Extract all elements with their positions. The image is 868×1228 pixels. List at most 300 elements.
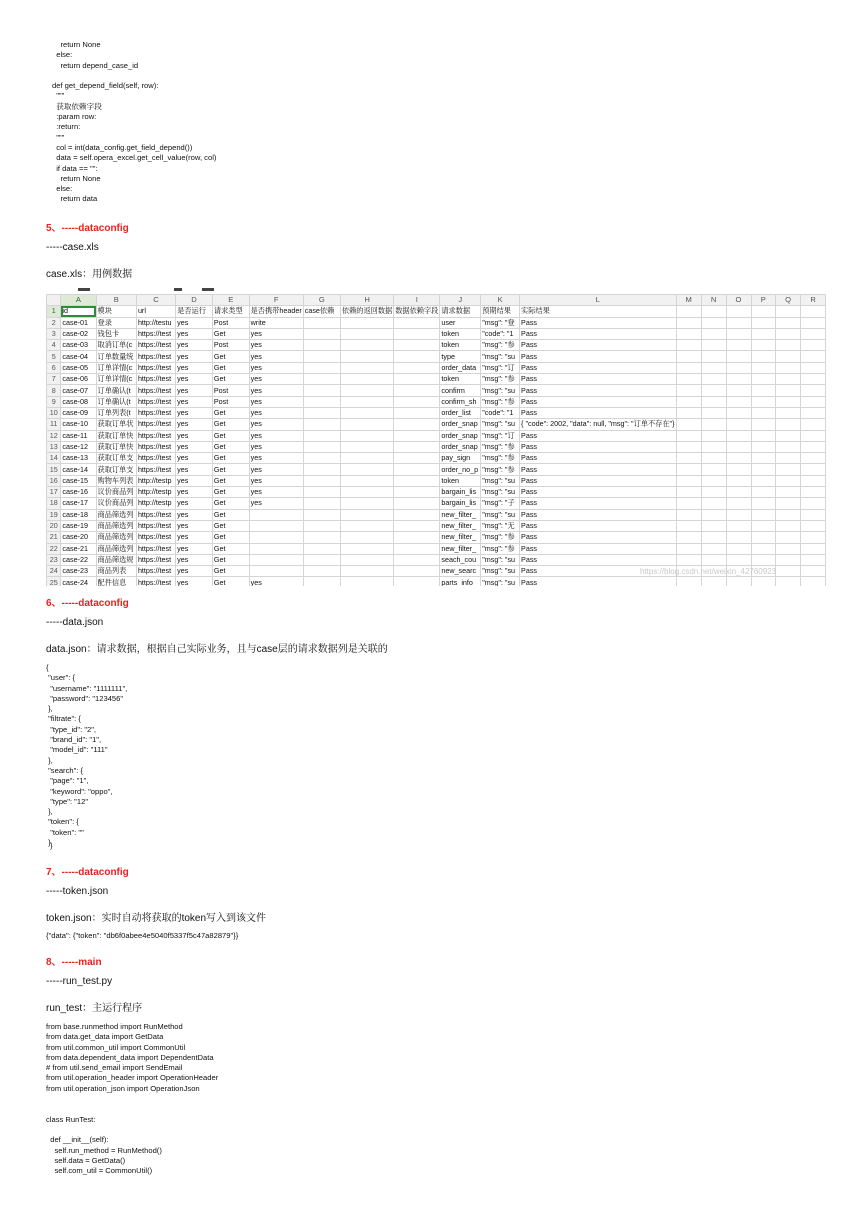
row-number[interactable]: 9	[47, 396, 61, 407]
cell-l3[interactable]: Pass	[520, 328, 676, 339]
cell-b11[interactable]: 获取订单状	[96, 419, 136, 430]
cell-e12[interactable]: Get	[212, 430, 249, 441]
column-header-m[interactable]: M	[676, 295, 701, 306]
cell-e1[interactable]: 请求类型	[212, 306, 249, 317]
cell-r21[interactable]	[801, 532, 826, 543]
cell-a16[interactable]: case-15	[61, 475, 96, 486]
column-header-q[interactable]: Q	[776, 295, 801, 306]
cell-n2[interactable]	[701, 317, 726, 328]
cell-j15[interactable]: order_no_p	[440, 464, 481, 475]
cell-o12[interactable]	[726, 430, 751, 441]
cell-h20[interactable]	[340, 520, 393, 531]
cell-a13[interactable]: case-12	[61, 441, 96, 452]
cell-i14[interactable]	[394, 453, 440, 464]
cell-g19[interactable]	[303, 509, 340, 520]
cell-o1[interactable]	[726, 306, 751, 317]
cell-l13[interactable]: Pass	[520, 441, 676, 452]
cell-m4[interactable]	[676, 340, 701, 351]
cell-o23[interactable]	[726, 554, 751, 565]
cell-n25[interactable]	[701, 577, 726, 586]
row-number[interactable]: 13	[47, 441, 61, 452]
cell-r1[interactable]	[801, 306, 826, 317]
cell-j20[interactable]: new_filter_	[440, 520, 481, 531]
cell-e2[interactable]: Post	[212, 317, 249, 328]
cell-m12[interactable]	[676, 430, 701, 441]
cell-b19[interactable]: 商品筛选列	[96, 509, 136, 520]
cell-g25[interactable]	[303, 577, 340, 586]
cell-p17[interactable]	[751, 487, 776, 498]
cell-e17[interactable]: Get	[212, 487, 249, 498]
cell-p13[interactable]	[751, 441, 776, 452]
cell-a15[interactable]: case-14	[61, 464, 96, 475]
cell-n6[interactable]	[701, 362, 726, 373]
cell-a19[interactable]: case-18	[61, 509, 96, 520]
cell-e11[interactable]: Get	[212, 419, 249, 430]
cell-l1[interactable]: 实际结果	[520, 306, 676, 317]
cell-b22[interactable]: 商品筛选列	[96, 543, 136, 554]
cell-n23[interactable]	[701, 554, 726, 565]
cell-c14[interactable]: https://test	[136, 453, 175, 464]
cell-q21[interactable]	[776, 532, 801, 543]
cell-n7[interactable]	[701, 374, 726, 385]
cell-b25[interactable]: 配件信息	[96, 577, 136, 586]
cell-g5[interactable]	[303, 351, 340, 362]
cell-i21[interactable]	[394, 532, 440, 543]
cell-l12[interactable]: Pass	[520, 430, 676, 441]
cell-q6[interactable]	[776, 362, 801, 373]
cell-e3[interactable]: Get	[212, 328, 249, 339]
column-header-n[interactable]: N	[701, 295, 726, 306]
cell-j16[interactable]: token	[440, 475, 481, 486]
cell-d16[interactable]: yes	[176, 475, 213, 486]
cell-o14[interactable]	[726, 453, 751, 464]
cell-o8[interactable]	[726, 385, 751, 396]
cell-q14[interactable]	[776, 453, 801, 464]
cell-p8[interactable]	[751, 385, 776, 396]
cell-h25[interactable]	[340, 577, 393, 586]
cell-q24[interactable]	[776, 566, 801, 577]
cell-q8[interactable]	[776, 385, 801, 396]
cell-d17[interactable]: yes	[176, 487, 213, 498]
cell-r11[interactable]	[801, 419, 826, 430]
cell-b9[interactable]: 订单确认(t	[96, 396, 136, 407]
cell-c2[interactable]: http://testu	[136, 317, 175, 328]
cell-f16[interactable]: yes	[249, 475, 303, 486]
cell-c6[interactable]: https://test	[136, 362, 175, 373]
cell-i7[interactable]	[394, 374, 440, 385]
cell-d8[interactable]: yes	[176, 385, 213, 396]
cell-b14[interactable]: 获取订单支	[96, 453, 136, 464]
cell-m1[interactable]	[676, 306, 701, 317]
cell-m10[interactable]	[676, 407, 701, 418]
cell-n4[interactable]	[701, 340, 726, 351]
cell-f11[interactable]: yes	[249, 419, 303, 430]
cell-p15[interactable]	[751, 464, 776, 475]
column-header-o[interactable]: O	[726, 295, 751, 306]
cell-p23[interactable]	[751, 554, 776, 565]
cell-i5[interactable]	[394, 351, 440, 362]
cell-n10[interactable]	[701, 407, 726, 418]
row-number[interactable]: 15	[47, 464, 61, 475]
cell-n22[interactable]	[701, 543, 726, 554]
cell-j8[interactable]: confirm	[440, 385, 481, 396]
cell-r7[interactable]	[801, 374, 826, 385]
cell-e25[interactable]: Get	[212, 577, 249, 586]
cell-q5[interactable]	[776, 351, 801, 362]
cell-h3[interactable]	[340, 328, 393, 339]
cell-d18[interactable]: yes	[176, 498, 213, 509]
cell-k9[interactable]: "msg": "参	[481, 396, 520, 407]
row-number[interactable]: 8	[47, 385, 61, 396]
cell-h1[interactable]: 依赖的返回数据	[341, 306, 393, 316]
cell-g11[interactable]	[303, 419, 340, 430]
cell-l15[interactable]: Pass	[520, 464, 676, 475]
cell-q15[interactable]	[776, 464, 801, 475]
column-header-g[interactable]: G	[303, 295, 340, 306]
column-header-a[interactable]: A	[61, 295, 96, 306]
cell-k19[interactable]: "msg": "su	[481, 509, 520, 520]
cell-k3[interactable]: "code": "1	[481, 328, 520, 339]
cell-a18[interactable]: case-17	[61, 498, 96, 509]
cell-c12[interactable]: https://test	[136, 430, 175, 441]
cell-a9[interactable]: case-08	[61, 396, 96, 407]
cell-b2[interactable]: 登录	[96, 317, 136, 328]
cell-b3[interactable]: 钱包卡	[96, 328, 136, 339]
cell-f9[interactable]: yes	[249, 396, 303, 407]
cell-k23[interactable]: "msg": "su	[481, 554, 520, 565]
cell-q10[interactable]	[776, 407, 801, 418]
cell-d9[interactable]: yes	[176, 396, 213, 407]
cell-j25[interactable]: parts_info	[440, 577, 481, 586]
row-number[interactable]: 18	[47, 498, 61, 509]
cell-i24[interactable]	[394, 566, 440, 577]
cell-c3[interactable]: https://test	[136, 328, 175, 339]
cell-h8[interactable]	[340, 385, 393, 396]
cell-g8[interactable]	[303, 385, 340, 396]
cell-f6[interactable]: yes	[249, 362, 303, 373]
cell-o13[interactable]	[726, 441, 751, 452]
cell-o25[interactable]	[726, 577, 751, 586]
cell-r6[interactable]	[801, 362, 826, 373]
row-number[interactable]: 25	[47, 577, 61, 586]
cell-b15[interactable]: 获取订单支	[96, 464, 136, 475]
cell-o20[interactable]	[726, 520, 751, 531]
cell-k11[interactable]: "msg": "su	[481, 419, 520, 430]
cell-d5[interactable]: yes	[176, 351, 213, 362]
cell-k15[interactable]: "msg": "参	[481, 464, 520, 475]
column-header-i[interactable]: I	[394, 295, 440, 306]
cell-d13[interactable]: yes	[176, 441, 213, 452]
cell-k14[interactable]: "msg": "参	[481, 453, 520, 464]
cell-g4[interactable]	[303, 340, 340, 351]
cell-p14[interactable]	[751, 453, 776, 464]
row-number[interactable]: 23	[47, 554, 61, 565]
cell-r18[interactable]	[801, 498, 826, 509]
cell-a24[interactable]: case-23	[61, 566, 96, 577]
cell-j10[interactable]: order_list	[440, 407, 481, 418]
cell-g10[interactable]	[303, 407, 340, 418]
cell-q13[interactable]	[776, 441, 801, 452]
cell-o10[interactable]	[726, 407, 751, 418]
cell-p12[interactable]	[751, 430, 776, 441]
cell-f17[interactable]: yes	[249, 487, 303, 498]
row-number[interactable]: 3	[47, 328, 61, 339]
cell-b6[interactable]: 订单详情(c	[96, 362, 136, 373]
column-header-l[interactable]: L	[520, 295, 676, 306]
cell-b20[interactable]: 商品筛选列	[96, 520, 136, 531]
cell-c18[interactable]: http://testp	[136, 498, 175, 509]
cell-g20[interactable]	[303, 520, 340, 531]
cell-a25[interactable]: case-24	[61, 577, 96, 586]
cell-h16[interactable]	[340, 475, 393, 486]
cell-o18[interactable]	[726, 498, 751, 509]
cell-g13[interactable]	[303, 441, 340, 452]
cell-r14[interactable]	[801, 453, 826, 464]
cell-r24[interactable]	[801, 566, 826, 577]
cell-h19[interactable]	[340, 509, 393, 520]
cell-i8[interactable]	[394, 385, 440, 396]
cell-f4[interactable]: yes	[249, 340, 303, 351]
cell-r17[interactable]	[801, 487, 826, 498]
row-number[interactable]: 2	[47, 317, 61, 328]
cell-p19[interactable]	[751, 509, 776, 520]
column-header-f[interactable]: F	[249, 295, 303, 306]
cell-l5[interactable]: Pass	[520, 351, 676, 362]
cell-q19[interactable]	[776, 509, 801, 520]
cell-m9[interactable]	[676, 396, 701, 407]
cell-p20[interactable]	[751, 520, 776, 531]
cell-l18[interactable]: Pass	[520, 498, 676, 509]
cell-f7[interactable]: yes	[249, 374, 303, 385]
column-header-c[interactable]: C	[136, 295, 175, 306]
cell-e13[interactable]: Get	[212, 441, 249, 452]
cell-p7[interactable]	[751, 374, 776, 385]
cell-c7[interactable]: https://test	[136, 374, 175, 385]
cell-i13[interactable]	[394, 441, 440, 452]
cell-b10[interactable]: 订单列表(t	[96, 407, 136, 418]
cell-q11[interactable]	[776, 419, 801, 430]
cell-a20[interactable]: case-19	[61, 520, 96, 531]
cell-g22[interactable]	[303, 543, 340, 554]
cell-k17[interactable]: "msg": "su	[481, 487, 520, 498]
cell-d25[interactable]: yes	[176, 577, 213, 586]
cell-j11[interactable]: order_snap	[440, 419, 481, 430]
cell-c21[interactable]: https://test	[136, 532, 175, 543]
cell-c13[interactable]: https://test	[136, 441, 175, 452]
cell-g7[interactable]	[303, 374, 340, 385]
cell-b13[interactable]: 获取订单快	[96, 441, 136, 452]
cell-n8[interactable]	[701, 385, 726, 396]
cell-b1[interactable]: 模块	[96, 306, 136, 317]
cell-n16[interactable]	[701, 475, 726, 486]
cell-q7[interactable]	[776, 374, 801, 385]
row-number[interactable]: 20	[47, 520, 61, 531]
cell-i16[interactable]	[394, 475, 440, 486]
cell-b4[interactable]: 取消订单(c	[96, 340, 136, 351]
cell-c9[interactable]: https://test	[136, 396, 175, 407]
row-number[interactable]: 11	[47, 419, 61, 430]
cell-o6[interactable]	[726, 362, 751, 373]
cell-d15[interactable]: yes	[176, 464, 213, 475]
cell-f19[interactable]	[249, 509, 303, 520]
column-header-e[interactable]: E	[212, 295, 249, 306]
cell-o9[interactable]	[726, 396, 751, 407]
cell-m8[interactable]	[676, 385, 701, 396]
cell-o3[interactable]	[726, 328, 751, 339]
cell-r16[interactable]	[801, 475, 826, 486]
cell-g15[interactable]	[303, 464, 340, 475]
cell-r23[interactable]	[801, 554, 826, 565]
cell-a21[interactable]: case-20	[61, 532, 96, 543]
cell-b5[interactable]: 订单数量统	[96, 351, 136, 362]
cell-b16[interactable]: 购物车列表	[96, 475, 136, 486]
cell-l11[interactable]: { "code": 2002, "data": null, "msg": "订单不存在"}	[521, 419, 675, 429]
cell-d14[interactable]: yes	[176, 453, 213, 464]
cell-h9[interactable]	[340, 396, 393, 407]
cell-p18[interactable]	[751, 498, 776, 509]
cell-n13[interactable]	[701, 441, 726, 452]
cell-o19[interactable]	[726, 509, 751, 520]
cell-l6[interactable]: Pass	[520, 362, 676, 373]
cell-j19[interactable]: new_filter_	[440, 509, 481, 520]
cell-c23[interactable]: https://test	[136, 554, 175, 565]
row-number[interactable]: 6	[47, 362, 61, 373]
cell-i4[interactable]	[394, 340, 440, 351]
cell-q2[interactable]	[776, 317, 801, 328]
cell-c25[interactable]: https://test	[136, 577, 175, 586]
cell-j9[interactable]: confirm_sh	[440, 396, 481, 407]
cell-a5[interactable]: case-04	[61, 351, 96, 362]
cell-p4[interactable]	[751, 340, 776, 351]
cell-d10[interactable]: yes	[176, 407, 213, 418]
cell-b8[interactable]: 订单确认(t	[96, 385, 136, 396]
cell-i20[interactable]	[394, 520, 440, 531]
cell-d6[interactable]: yes	[176, 362, 213, 373]
cell-k25[interactable]: "msg": "su	[481, 577, 520, 586]
cell-c24[interactable]: https://test	[136, 566, 175, 577]
cell-g9[interactable]	[303, 396, 340, 407]
cell-j24[interactable]: new_searc	[440, 566, 481, 577]
cell-q22[interactable]	[776, 543, 801, 554]
cell-k7[interactable]: "msg": "参	[481, 374, 520, 385]
cell-c11[interactable]: https://test	[136, 419, 175, 430]
cell-q4[interactable]	[776, 340, 801, 351]
cell-d24[interactable]: yes	[176, 566, 213, 577]
cell-r12[interactable]	[801, 430, 826, 441]
cell-r15[interactable]	[801, 464, 826, 475]
cell-e5[interactable]: Get	[212, 351, 249, 362]
row-number[interactable]: 14	[47, 453, 61, 464]
cell-i1[interactable]: 数据依赖字段	[395, 306, 439, 316]
cell-l14[interactable]: Pass	[520, 453, 676, 464]
cell-r22[interactable]	[801, 543, 826, 554]
cell-n3[interactable]	[701, 328, 726, 339]
cell-l20[interactable]: Pass	[520, 520, 676, 531]
cell-j6[interactable]: order_data	[440, 362, 481, 373]
cell-e10[interactable]: Get	[212, 407, 249, 418]
cell-q16[interactable]	[776, 475, 801, 486]
cell-j21[interactable]: new_filter_	[440, 532, 481, 543]
cell-l9[interactable]: Pass	[520, 396, 676, 407]
cell-m25[interactable]	[676, 577, 701, 586]
cell-a14[interactable]: case-13	[61, 453, 96, 464]
cell-e24[interactable]: Get	[212, 566, 249, 577]
cell-k16[interactable]: "msg": "su	[481, 475, 520, 486]
cell-c17[interactable]: http://testp	[136, 487, 175, 498]
cell-h24[interactable]	[340, 566, 393, 577]
cell-o11[interactable]	[726, 419, 751, 430]
cell-q17[interactable]	[776, 487, 801, 498]
cell-h12[interactable]	[340, 430, 393, 441]
cell-m16[interactable]	[676, 475, 701, 486]
cell-m19[interactable]	[676, 509, 701, 520]
cell-d2[interactable]: yes	[176, 317, 213, 328]
cell-n15[interactable]	[701, 464, 726, 475]
row-number[interactable]: 21	[47, 532, 61, 543]
cell-j2[interactable]: user	[440, 317, 481, 328]
row-number[interactable]: 22	[47, 543, 61, 554]
cell-d22[interactable]: yes	[176, 543, 213, 554]
cell-f10[interactable]: yes	[249, 407, 303, 418]
cell-m23[interactable]	[676, 554, 701, 565]
cell-e19[interactable]: Get	[212, 509, 249, 520]
cell-m13[interactable]	[676, 441, 701, 452]
cell-e6[interactable]: Get	[212, 362, 249, 373]
column-header-b[interactable]: B	[96, 295, 136, 306]
cell-c1[interactable]: url	[136, 306, 175, 317]
column-header-r[interactable]: R	[801, 295, 826, 306]
row-number[interactable]: 10	[47, 407, 61, 418]
cell-n12[interactable]	[701, 430, 726, 441]
cell-b17[interactable]: 议价商品列	[96, 487, 136, 498]
cell-c8[interactable]: https://test	[136, 385, 175, 396]
cell-p5[interactable]	[751, 351, 776, 362]
cell-l23[interactable]: Pass	[520, 554, 676, 565]
cell-r10[interactable]	[801, 407, 826, 418]
row-number[interactable]: 12	[47, 430, 61, 441]
cell-d20[interactable]: yes	[176, 520, 213, 531]
cell-q23[interactable]	[776, 554, 801, 565]
cell-k10[interactable]: "code": "1	[481, 407, 520, 418]
cell-f20[interactable]	[249, 520, 303, 531]
cell-l22[interactable]: Pass	[520, 543, 676, 554]
cell-m20[interactable]	[676, 520, 701, 531]
cell-e15[interactable]: Get	[212, 464, 249, 475]
cell-h6[interactable]	[340, 362, 393, 373]
cell-i18[interactable]	[394, 498, 440, 509]
cell-c20[interactable]: https://test	[136, 520, 175, 531]
cell-k4[interactable]: "msg": "参	[481, 340, 520, 351]
cell-h18[interactable]	[340, 498, 393, 509]
cell-g18[interactable]	[303, 498, 340, 509]
cell-m17[interactable]	[676, 487, 701, 498]
cell-r5[interactable]	[801, 351, 826, 362]
cell-f15[interactable]: yes	[249, 464, 303, 475]
cell-o2[interactable]	[726, 317, 751, 328]
cell-r19[interactable]	[801, 509, 826, 520]
cell-b23[interactable]: 商品筛选规	[96, 554, 136, 565]
cell-b21[interactable]: 商品筛选列	[96, 532, 136, 543]
cell-f25[interactable]: yes	[249, 577, 303, 586]
cell-l25[interactable]: Pass	[520, 577, 676, 586]
cell-j14[interactable]: pay_sign	[440, 453, 481, 464]
cell-j13[interactable]: order_snap	[440, 441, 481, 452]
column-header-j[interactable]: J	[440, 295, 481, 306]
cell-e16[interactable]: Get	[212, 475, 249, 486]
cell-g2[interactable]	[303, 317, 340, 328]
cell-i6[interactable]	[394, 362, 440, 373]
row-number[interactable]: 19	[47, 509, 61, 520]
